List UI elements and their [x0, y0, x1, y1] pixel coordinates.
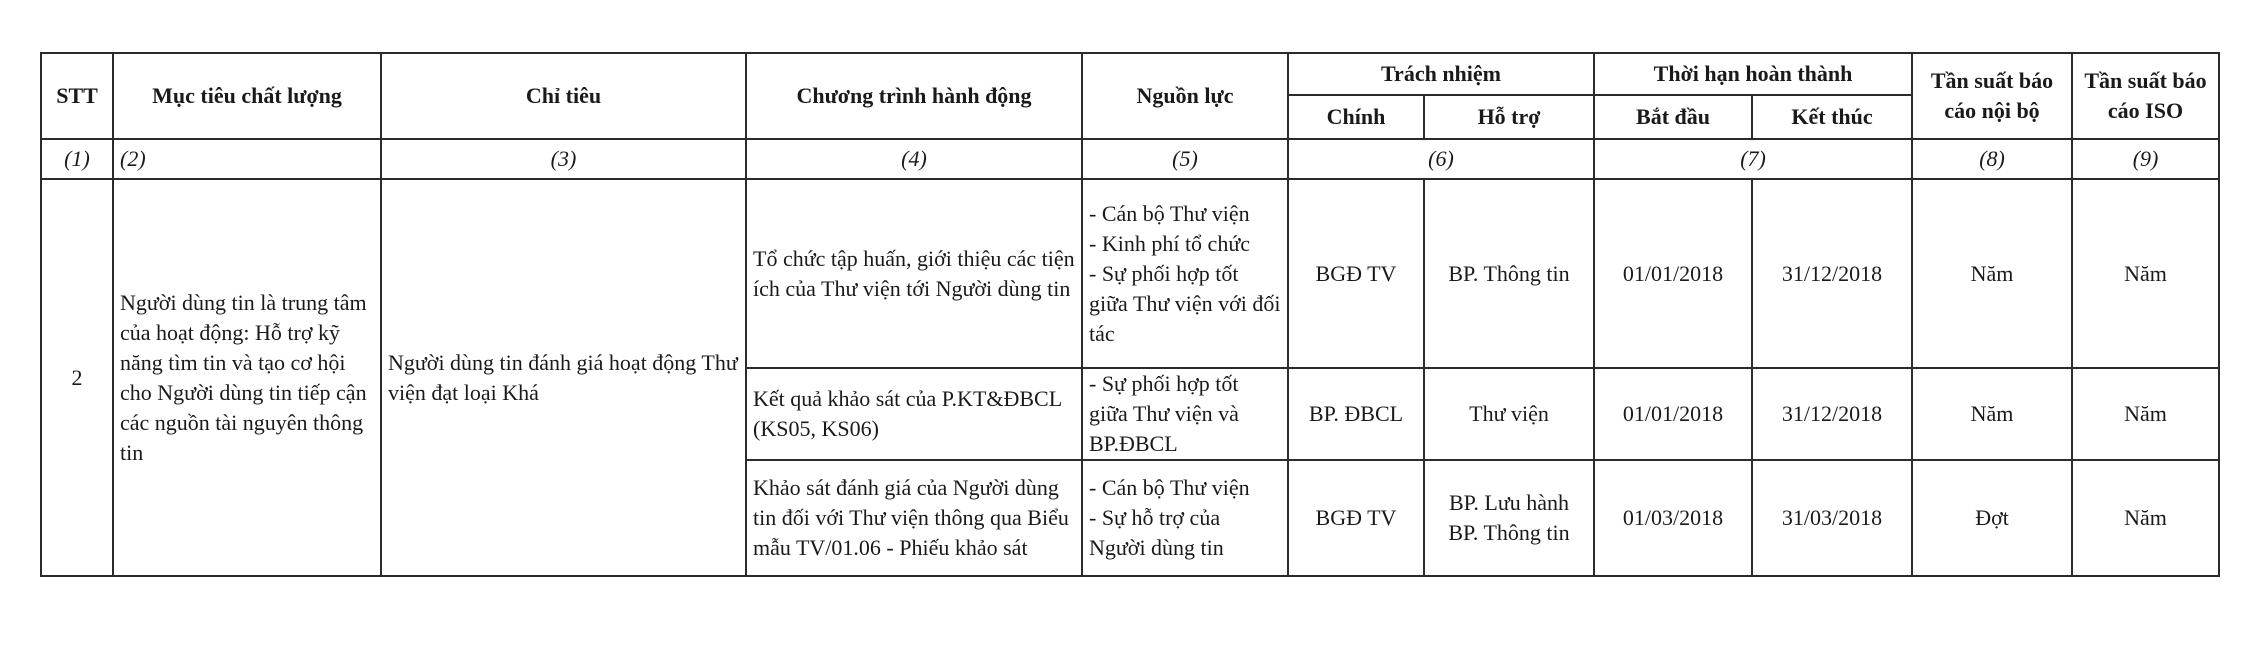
end-date-cell: 31/03/2018: [1752, 460, 1912, 576]
header-row-1: [41, 53, 2219, 95]
support-responsible-cell: Thư viện: [1424, 368, 1594, 460]
resources-cell: [1082, 368, 1288, 460]
column-number: (7): [1594, 139, 1912, 179]
internal-frequency-cell: Năm: [1912, 179, 2072, 368]
resource-line: - Sự phối hợp tốt giữa Thư viện và BP.ĐBCL: [1089, 371, 1239, 456]
support-line: BP. Thông tin: [1448, 520, 1570, 545]
resource-line: - Kinh phí tổ chức: [1089, 230, 1251, 256]
header-stt: STT: [41, 53, 113, 139]
column-number: (6): [1288, 139, 1594, 179]
resource-line: - Cán bộ Thư viện: [1089, 200, 1250, 226]
action-program-cell: Tổ chức tập huấn, giới thiệu các tiện ích của Thư viện tới Người dùng tin: [746, 179, 1082, 368]
header-action-program: Chương trình hành động: [746, 53, 1082, 139]
iso-frequency-cell: Năm: [2072, 460, 2219, 576]
header-deadline: Thời hạn hoàn thành: [1594, 53, 1912, 95]
resource-line: - Cán bộ Thư viện: [1089, 475, 1250, 500]
header-end: Kết thúc: [1752, 95, 1912, 139]
header-main: Chính: [1288, 95, 1424, 139]
table-row: [41, 179, 2219, 368]
resource-line: - Sự hỗ trợ của Người dùng tin: [1089, 505, 1224, 560]
column-number: (1): [41, 139, 113, 179]
header-iso-report-frequency: Tần suất báo cáo ISO: [2072, 53, 2219, 139]
action-program-cell: Khảo sát đánh giá của Người dùng tin đối với Thư viện thông qua Biểu mẫu TV/01.06 - Phiếu khảo sát: [746, 460, 1082, 576]
header-responsibility: Trách nhiệm: [1288, 53, 1594, 95]
internal-frequency-cell: Đợt: [1912, 460, 2072, 576]
header-target: Chỉ tiêu: [381, 53, 746, 139]
quality-plan-table: [40, 52, 2220, 577]
target-cell: Người dùng tin đánh giá hoạt động Thư viện đạt loại Khá: [381, 179, 746, 576]
end-date-cell: 31/12/2018: [1752, 179, 1912, 368]
start-date-cell: 01/01/2018: [1594, 179, 1752, 368]
column-number: (8): [1912, 139, 2072, 179]
quality-objective-cell: Người dùng tin là trung tâm của hoạt động: Hỗ trợ kỹ năng tìm tin và tạo cơ hội cho Người dùng tin tiếp cận các nguồn tài nguyên thông tin: [113, 179, 381, 576]
main-responsible-cell: BGĐ TV: [1288, 460, 1424, 576]
column-number: (9): [2072, 139, 2219, 179]
main-responsible-cell: BGĐ TV: [1288, 179, 1424, 368]
header-quality-objective: Mục tiêu chất lượng: [113, 53, 381, 139]
column-number-row: [41, 139, 2219, 179]
header-support: Hỗ trợ: [1424, 95, 1594, 139]
column-number: (2): [113, 139, 381, 179]
main-responsible-cell: BP. ĐBCL: [1288, 368, 1424, 460]
resources-cell: [1082, 179, 1288, 368]
support-responsible-cell: BP. Thông tin: [1424, 179, 1594, 368]
header-resources: Nguồn lực: [1082, 53, 1288, 139]
start-date-cell: 01/01/2018: [1594, 368, 1752, 460]
quality-objectives-sheet: [40, 52, 2218, 577]
resources-cell: [1082, 460, 1288, 576]
action-program-cell: Kết quả khảo sát của P.KT&ĐBCL (KS05, KS06): [746, 368, 1082, 460]
column-number: (3): [381, 139, 746, 179]
end-date-cell: 31/12/2018: [1752, 368, 1912, 460]
header-internal-report-frequency: Tần suất báo cáo nội bộ: [1912, 53, 2072, 139]
iso-frequency-cell: Năm: [2072, 179, 2219, 368]
column-number: (5): [1082, 139, 1288, 179]
support-responsible-cell: [1424, 460, 1594, 576]
header-start: Bắt đầu: [1594, 95, 1752, 139]
start-date-cell: 01/03/2018: [1594, 460, 1752, 576]
column-number: (4): [746, 139, 1082, 179]
row-stt: 2: [41, 179, 113, 576]
iso-frequency-cell: Năm: [2072, 368, 2219, 460]
internal-frequency-cell: Năm: [1912, 368, 2072, 460]
resource-line: - Sự phối hợp tốt giữa Thư viện với đối tác: [1089, 260, 1281, 346]
support-line: BP. Lưu hành: [1448, 490, 1570, 515]
